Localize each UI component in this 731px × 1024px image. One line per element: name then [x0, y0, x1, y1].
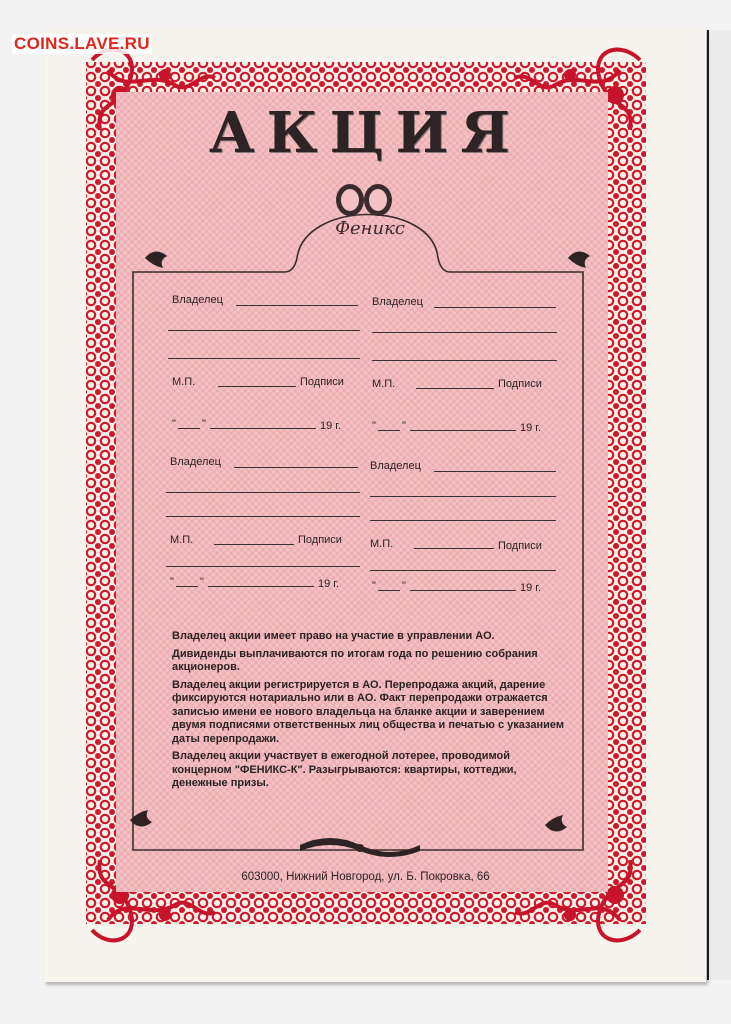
owner-label: Владелец: [172, 294, 223, 306]
date-mid: ": [402, 420, 406, 432]
owner-label: Владелец: [170, 456, 221, 468]
logo-text: Феникс: [335, 218, 405, 239]
mp-label: М.П.: [170, 534, 194, 546]
date-open: ": [170, 576, 174, 588]
date-open: ": [372, 420, 376, 432]
mp-label: М.П.: [370, 538, 394, 550]
document-title: АКЦИЯ: [209, 100, 522, 166]
signatures-label: Подписи: [300, 376, 344, 388]
signatures-label: Подписи: [298, 534, 342, 546]
date-mid: ": [200, 576, 204, 588]
terms-paragraph: Владелец акции регистрируется в АО. Перепродажа акций, дарение фиксируются нотариально или в АО. Факт перепродажи отражается записью имени ее нового владельца на бланке акции и заверением двумя подписями ответственных лиц общества и печатью с указанием даты перепродажи.: [172, 678, 564, 745]
signatures-label: Подписи: [498, 540, 542, 552]
date-open: ": [372, 580, 376, 592]
terms-paragraph: Дивиденды выплачиваются по итогам года по решению собрания акционеров.: [172, 647, 538, 673]
year-label: 19 г.: [320, 420, 342, 432]
owner-label: Владелец: [370, 460, 421, 472]
mp-label: М.П.: [172, 376, 196, 388]
address: 603000, Нижний Новгород, ул. Б. Покровка, 66: [241, 871, 490, 883]
fenix-logo-icon: [336, 184, 392, 216]
terms-text: [172, 630, 572, 795]
date-mid: ": [202, 418, 206, 430]
year-label: 19 г.: [520, 582, 542, 594]
owner-label: Владелец: [372, 296, 423, 308]
year-label: 19 г.: [318, 578, 340, 590]
bottom-ornament-icon: [300, 838, 420, 857]
mp-label: М.П.: [372, 378, 396, 390]
signatures-label: Подписи: [498, 378, 542, 390]
year-label: 19 г.: [520, 422, 542, 434]
terms-paragraph: Владелец акции имеет право на участие в управлении АО.: [172, 630, 495, 642]
date-mid: ": [402, 580, 406, 592]
terms-paragraph: Владелец акции участвует в ежегодной лотерее, проводимой концерном "ФЕНИКС-К". Разыгрываются: квартиры, коттеджи, денежные призы.: [172, 750, 517, 789]
watermark: COINS.LAVE.RU: [14, 34, 150, 53]
date-open: ": [172, 418, 176, 430]
